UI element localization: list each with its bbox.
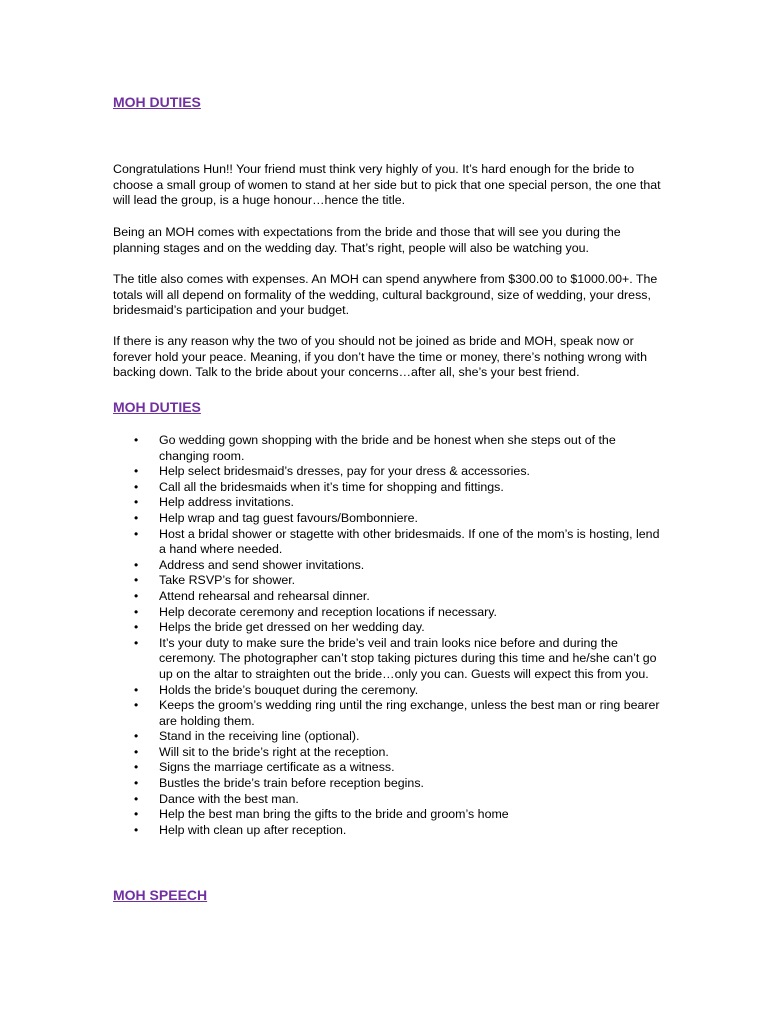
list-item	[113, 464, 663, 480]
list-item-text: Keeps the groom’s wedding ring until the ring exchange, unless the best man or ring bearer are holding them.	[159, 698, 660, 728]
concerns-paragraph: If there is any reason why the two of you should not be joined as bride and MOH, speak now or forever hold your peace. Meaning, if you don’t have the time or money, there’s nothing wrong with backing down. Talk to the bride about your concerns…after all, she’s your best friend.	[113, 334, 648, 380]
list-item-text: Take RSVP’s for shower.	[159, 573, 296, 588]
expenses-paragraph: The title also comes with expenses. An MOH can spend anywhere from $300.00 to $1000.00+. The totals will all depend on formality of the wedding, cultural background, size of wedding, your dress, bridesmaid’s participation and your budget.	[113, 272, 658, 318]
list-item	[113, 792, 663, 808]
list-item-text: Go wedding gown shopping with the bride and be honest when she steps out of the changing room.	[159, 433, 616, 463]
bullet-icon: •	[134, 729, 139, 744]
list-item	[113, 495, 663, 511]
list-item	[113, 480, 663, 496]
intro-paragraph: Congratulations Hun!! Your friend must think very highly of you. It’s hard enough for the bride to choose a small group of women to stand at her side but to pick that one special person, the one that will lead the group, is a huge honour…hence the title.	[113, 162, 661, 208]
bullet-icon: •	[134, 776, 139, 791]
list-item	[113, 558, 663, 574]
list-item	[113, 589, 663, 605]
bullet-icon: •	[134, 682, 139, 697]
moh-duties-list-heading: MOH DUTIES	[113, 399, 201, 415]
list-item	[113, 760, 663, 776]
list-item-text: Host a bridal shower or stagette with other bridesmaids. If one of the mom’s is hosting, lend a hand where needed.	[159, 526, 660, 557]
list-item-text: Help decorate ceremony and reception locations if necessary.	[159, 604, 497, 619]
list-item-text: Attend rehearsal and rehearsal dinner.	[159, 588, 370, 603]
bullet-icon: •	[134, 760, 139, 775]
list-item	[113, 511, 663, 527]
list-item-text: Bustles the bride’s train before reception begins.	[159, 776, 424, 791]
bullet-icon: •	[134, 635, 139, 650]
moh-speech-heading: MOH SPEECH	[113, 887, 208, 903]
list-item-text: It’s your duty to make sure the bride’s veil and train looks nice before and during the ceremony. The photographer can’t stop taking pictures during this time and he/she can’t go up on the altar to straighten out the bride…only you can. Guests will expect this from you.	[159, 635, 657, 681]
bullet-icon: •	[134, 791, 139, 806]
list-item-text: Address and send shower invitations.	[159, 557, 365, 572]
bullet-icon: •	[134, 526, 139, 541]
list-item	[113, 683, 663, 699]
bullet-icon: •	[134, 604, 139, 619]
bullet-icon: •	[134, 620, 139, 635]
bullet-icon: •	[134, 510, 139, 525]
list-item	[113, 823, 663, 839]
list-item	[113, 776, 663, 792]
list-item	[113, 698, 663, 729]
list-item	[113, 807, 663, 823]
list-item-text: Holds the bride’s bouquet during the ceremony.	[159, 682, 419, 697]
list-item-text: Helps the bride get dressed on her wedding day.	[159, 620, 425, 635]
bullet-icon: •	[134, 588, 139, 603]
bullet-icon: •	[134, 557, 139, 572]
list-item	[113, 527, 663, 558]
list-item-text: Help select bridesmaid’s dresses, pay for your dress & accessories.	[159, 464, 530, 479]
bullet-icon: •	[134, 479, 139, 494]
expectations-paragraph: Being an MOH comes with expectations from the bride and those that will see you during the planning stages and on the wedding day. That’s right, people will also be watching you.	[113, 225, 621, 255]
list-item-text: Stand in the receiving line (optional).	[159, 729, 360, 744]
bullet-icon: •	[134, 573, 139, 588]
bullet-icon: •	[134, 807, 139, 822]
moh-duties-heading: MOH DUTIES	[113, 94, 201, 110]
list-item-text: Signs the marriage certificate as a witness.	[159, 760, 395, 775]
list-item-text: Help with clean up after reception.	[159, 822, 347, 837]
list-item-text: Help wrap and tag guest favours/Bombonniere.	[159, 510, 418, 525]
list-item	[113, 729, 663, 745]
list-item-text: Will sit to the bride’s right at the reception.	[159, 744, 389, 759]
list-item-text: Call all the bridesmaids when it’s time for shopping and fittings.	[159, 479, 504, 494]
list-item	[113, 745, 663, 761]
list-item	[113, 605, 663, 621]
list-item	[113, 433, 663, 464]
list-item	[113, 636, 663, 683]
list-item-text: Dance with the best man.	[159, 791, 299, 806]
duties-list	[113, 433, 663, 838]
list-item	[113, 620, 663, 636]
bullet-icon: •	[134, 744, 139, 759]
bullet-icon: •	[134, 698, 139, 713]
bullet-icon: •	[134, 464, 139, 479]
bullet-icon: •	[134, 495, 139, 510]
list-item-text: Help address invitations.	[159, 495, 294, 510]
bullet-icon: •	[134, 822, 139, 837]
bullet-icon: •	[134, 433, 139, 447]
list-item-text: Help the best man bring the gifts to the bride and groom’s home	[159, 807, 509, 822]
list-item	[113, 573, 663, 589]
